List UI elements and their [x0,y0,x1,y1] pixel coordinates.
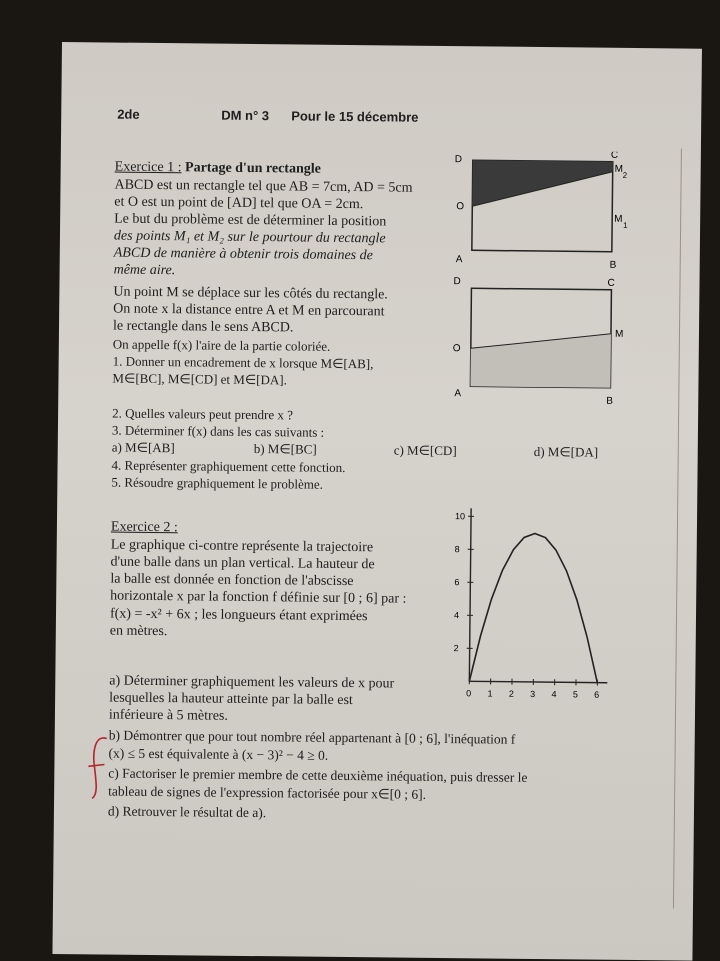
paper-sheet [52,42,702,961]
rectangle-figure-2 [450,272,631,408]
y-axis [469,508,471,681]
trajectory-chart [445,506,617,708]
ex1-line: le rectangle dans le sens ABCD. [113,318,294,337]
y-tick-label: 2 [454,643,459,653]
red-annotation-mark [84,732,115,802]
x-tick-label: 6 [594,690,599,700]
ex1-line: Le but du problème est de déterminer la position [114,211,386,231]
ex2-line: la balle est donnée en fonction de l'abscisse [110,571,353,591]
question-5: 5. Résoudre graphiquement le problème. [111,474,323,493]
question-d: d) Retrouver le résultat de a). [108,803,266,822]
ex2-line: horizontale x par la fonction f définie sur [0 ; 6] par : [110,588,406,608]
y-tick-label: 6 [454,577,459,587]
case-b: b) M∈[BC] [254,440,317,458]
ex2-line: f(x) = -x² + 6x ; les longueurs étant exprimées [110,606,368,626]
ex2-line: d'une balle dans un plan vertical. La hauteur de [110,554,374,574]
question-4: 4. Représenter graphiquement cette fonction. [111,457,345,476]
question-2: 2. Quelles valeurs peut prendre x ? [112,405,293,424]
question-b-cont: (x) ≤ 5 est équivalente à (x − 3)² − 4 ≥ 0. [108,745,328,764]
label-B: B [610,260,617,271]
label-O: O [453,343,461,354]
x-tick-label: 2 [509,689,514,699]
question-c-cont: tableau de signes de l'expression factorisée pour x∈[0 ; 6]. [108,783,426,803]
case-c: c) M∈[CD] [394,441,457,459]
ex1-line: ABCD est un rectangle tel que AB = 7cm, AD = 5cm [114,177,412,197]
ex2-line: Le graphique ci-contre représente la trajectoire [111,537,374,557]
label-M1-sub: 1 [623,221,628,230]
label-M1: M [614,214,622,225]
label-M2-sub: 2 [623,171,628,180]
question-3: 3. Déterminer f(x) dans les cas suivants : [112,422,324,441]
ex1-line: Un point M se déplace sur les côtés du rectangle. [113,284,388,304]
ex1-line: On appelle f(x) l'aire de la partie coloriée. [113,336,331,355]
label-A: A [456,254,463,265]
ex1-line: même aire. [114,262,176,280]
ex1-line: ABCD de manière à obtenir trois domaines de [114,245,373,265]
label-D: D [455,154,462,165]
label-C: C [611,150,618,161]
question-a-cont: lesquelles la hauteur atteinte par la balle est [109,690,353,710]
level-label: 2de [117,107,140,122]
question-a: a) Déterminer graphiquement les valeurs de x pour [109,673,394,693]
y-tick-label: 4 [454,610,459,620]
x-tick-label: 0 [466,688,471,698]
label-C: C [607,278,614,289]
label-O: O [456,201,464,212]
margin-line [673,148,682,908]
homework-title: DM n° 3 [221,108,269,123]
x-tick-label: 5 [573,689,578,699]
label-A: A [454,388,461,399]
label-M2: M [615,164,623,175]
y-tick-label: 8 [455,544,460,554]
ex2-line: en mètres. [110,623,168,641]
question-c: c) Factoriser le premier membre de cette deuxième inéquation, puis dresser le [108,765,527,786]
y-tick-label: 10 [455,511,465,521]
ex1-title: Exercice 1 : [115,160,182,176]
case-a: a) M∈[AB] [112,439,175,457]
ex1-heading [115,159,321,178]
x-axis [469,681,607,682]
ex1-line: des points M₁ et M₂ sur le pourtour du rectangle [114,228,386,248]
x-tick-label: 3 [530,689,535,699]
label-M: M [615,329,623,340]
trajectory-curve [469,533,599,683]
ex1-subtitle: Partage d'un rectangle [185,160,321,176]
x-tick-label: 4 [551,689,556,699]
rectangle-figure-1 [452,150,633,272]
question-b: b) Démontrer que pour tout nombre réel appartenant à [0 ; 6], l'inéquation f [109,727,516,748]
due-date: Pour le 15 décembre [291,108,418,124]
label-D: D [453,276,460,287]
ex1-line: et O est un point de [AD] tel que OA = 2cm. [114,194,363,214]
question-1-cont: M∈[BC], M∈[CD] et M∈[DA]. [112,370,287,389]
question-a-cont: inférieure à 5 mètres. [109,707,228,725]
ex2-title: Exercice 2 : [111,519,178,537]
ex1-line: On note x la distance entre A et M en parcourant [113,301,385,321]
question-1: 1. Donner un encadrement de x lorsque M∈[AB], [113,353,374,373]
label-B: B [606,396,613,407]
case-d: d) M∈[DA] [534,443,599,461]
x-tick-label: 1 [487,688,492,698]
